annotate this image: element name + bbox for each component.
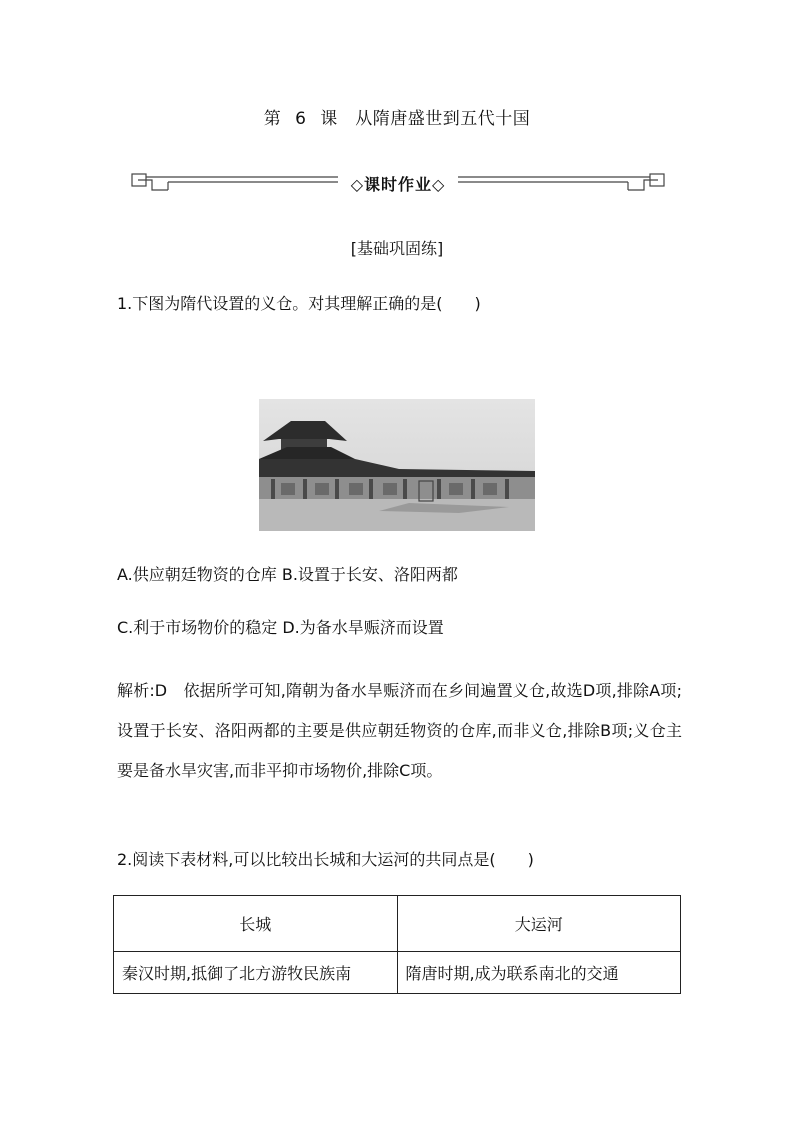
table-header-row	[114, 896, 681, 952]
table-cell: 秦汉时期,抵御了北方游牧民族南	[114, 952, 398, 994]
question-1-explanation: 解析:D 依据所学可知,隋朝为备水旱赈济而在乡间遍置义仓,故选D项,排除A项;设置于长安、洛阳两都的主要是供应朝廷物资的仓库,而非义仓,排除B项;义仓主要是备水旱灾害,而非平抑市场物价,排除C项。	[117, 681, 682, 780]
table-header-great-wall: 长城	[114, 896, 398, 952]
page-title: 第 6 课 从隋唐盛世到五代十国	[263, 109, 531, 129]
question-1-stem: 1.下图为隋代设置的义仓。对其理解正确的是( )	[117, 294, 481, 313]
table-header-grand-canal: 大运河	[397, 896, 681, 952]
table-row	[114, 952, 681, 994]
table-cell: 隋唐时期,成为联系南北的交通	[397, 952, 681, 994]
granary-illustration	[259, 399, 535, 531]
granary-photo	[259, 399, 535, 531]
comparison-table	[113, 895, 681, 994]
homework-banner	[128, 168, 668, 200]
question-1-options-cd: C.利于市场物价的稳定 D.为备水旱赈济而设置	[117, 618, 444, 637]
section-heading: [基础巩固练]	[350, 239, 444, 258]
question-1-options-ab: A.供应朝廷物资的仓库 B.设置于长安、洛阳两都	[117, 565, 458, 584]
banner-label: ◇课时作业◇	[345, 175, 452, 194]
question-2-stem: 2.阅读下表材料,可以比较出长城和大运河的共同点是( )	[117, 850, 534, 869]
